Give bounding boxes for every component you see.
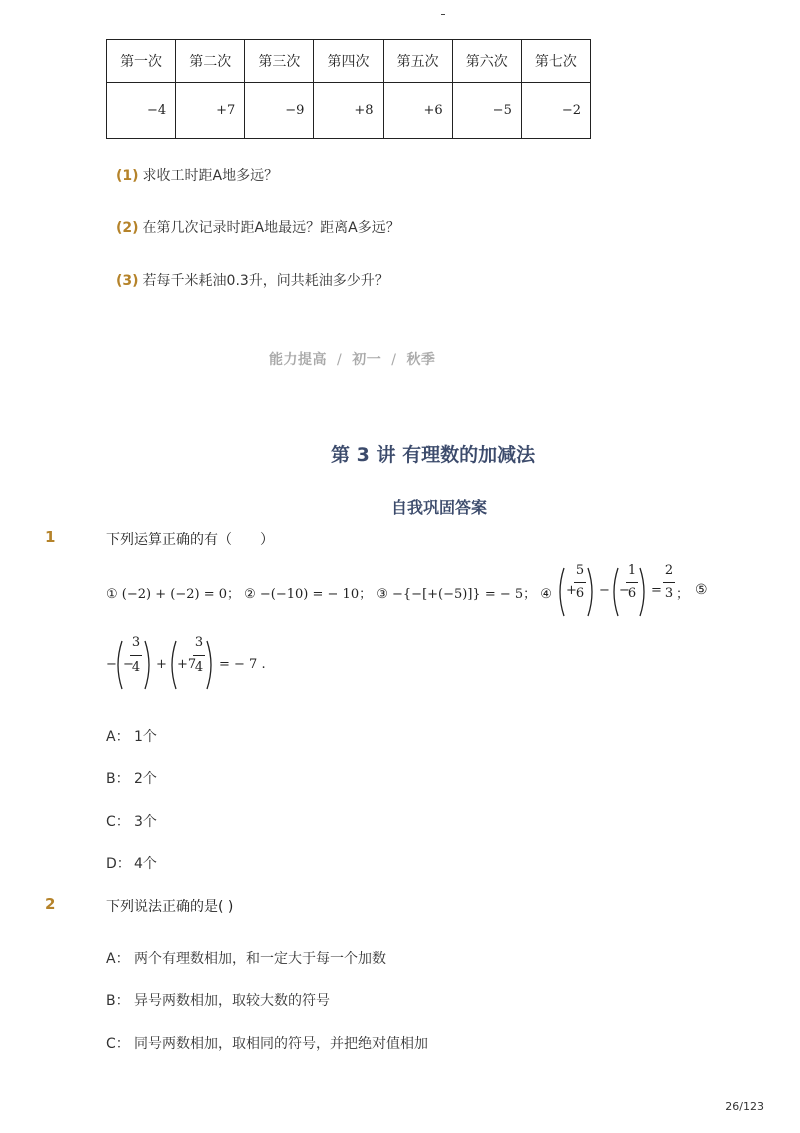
expression-line-1: ① (−2) + (−2) = 0； ② −(−10) = − 10； ③ −{−[+(−5)]} = − 5； ④ [106,587,552,602]
option-text: 3个 [134,814,157,830]
page-number: 26/123 [725,1100,764,1113]
table-value-row [107,83,591,139]
table-value-cell: −5 [452,83,521,139]
table-header-cell: 第二次 [176,40,245,83]
record-table [106,39,591,139]
option-label: C： [106,1036,130,1052]
problem-number: 2 [45,895,56,913]
option-text: 4个 [134,856,157,872]
option-b[interactable] [106,768,157,788]
left-paren [556,566,566,618]
leading-minus: − [106,657,117,672]
table-value-cell: +7 [176,83,245,139]
table-value-cell: +8 [314,83,383,139]
option-c[interactable] [106,811,157,831]
table-value-cell: +6 [383,83,452,139]
right-paren [205,639,215,691]
fraction-5a [130,635,142,675]
sub-question-text: 求收工时距A地多远？ [142,168,279,184]
sub-question-3 [116,270,389,290]
fraction-numerator: 2 [664,563,674,578]
option-label: D： [106,856,131,872]
option-text: 异号两数相加，取较大数的符号 [134,993,330,1009]
breadcrumb-item: 能力提高 [269,352,327,368]
fraction-5b [193,635,205,675]
fraction-denominator: 4 [194,660,204,675]
sub-question-text: 若每千米耗油0.3升，问共耗油多少升？ [142,273,389,289]
fraction-4c [663,563,675,601]
sub-question-number: (2) [116,220,139,236]
table-header-cell: 第七次 [521,40,590,83]
fraction-denominator: 3 [664,586,674,601]
fraction-denominator: 6 [575,586,585,601]
fraction-numerator: 1 [627,563,637,578]
option-c[interactable] [106,1033,428,1053]
fraction-numerator: 3 [194,635,204,650]
option-label: C： [106,814,130,830]
table-header-cell: 第五次 [383,40,452,83]
sub-question-1 [116,165,278,185]
top-dash [441,14,445,15]
problem-stem: 下列说法正确的是( ) [106,899,234,915]
fraction-sign: +7 [177,657,197,672]
problem-number: 1 [45,528,56,546]
option-b[interactable] [106,990,330,1010]
minus-sign: − [599,583,610,598]
table-header-cell: 第四次 [314,40,383,83]
right-paren [143,639,153,691]
option-d[interactable] [106,853,157,873]
lecture-title: 第 3 讲 有理数的加减法 [331,444,536,466]
plus-sign: + [156,657,167,672]
right-paren [586,566,596,618]
option-label: A： [106,951,130,967]
circled-number-5: ⑤ [695,582,708,598]
semicolon: ； [676,587,690,602]
section-title: 自我巩固答案 [391,498,488,517]
table-header-cell: 第三次 [245,40,314,83]
fraction-sign: − [123,657,134,672]
table-value-cell: −4 [107,83,176,139]
table-header-cell: 第一次 [107,40,176,83]
table-header-row [107,40,591,83]
sub-question-text: 在第几次记录时距A地最远？距离A多远？ [142,220,400,236]
problem-stem: 下列运算正确的有（ ） [106,532,274,548]
option-label: A： [106,729,130,745]
fraction-numerator: 3 [131,635,141,650]
option-a[interactable] [106,726,157,746]
fraction-sign: + [566,583,577,598]
option-text: 同号两数相加，取相同的符号，并把绝对值相加 [134,1036,428,1052]
option-label: B： [106,993,130,1009]
fraction-denominator: 4 [131,660,141,675]
option-text: 1个 [134,729,157,745]
sub-question-number: (3) [116,273,139,289]
breadcrumb-separator: / [391,352,397,368]
breadcrumb-separator: / [337,352,343,368]
right-paren [638,566,648,618]
fraction-numerator: 5 [575,563,585,578]
sub-question-2 [116,217,400,237]
table-value-cell: −2 [521,83,590,139]
fraction-4a [574,563,586,601]
expression-tail: = − 7 . [219,657,266,672]
option-label: B： [106,771,130,787]
equals-sign: = [651,583,662,598]
option-text: 2个 [134,771,157,787]
breadcrumb-item: 秋季 [406,352,436,368]
option-text: 两个有理数相加，和一定大于每一个加数 [134,951,386,967]
fraction-denominator: 6 [627,586,637,601]
breadcrumb [269,349,435,369]
table-header-cell: 第六次 [452,40,521,83]
sub-question-number: (1) [116,168,139,184]
table-value-cell: −9 [245,83,314,139]
fraction-4b [626,563,638,601]
breadcrumb-item: 初一 [352,352,382,368]
fraction-sign: − [619,583,630,598]
option-a[interactable] [106,948,386,968]
